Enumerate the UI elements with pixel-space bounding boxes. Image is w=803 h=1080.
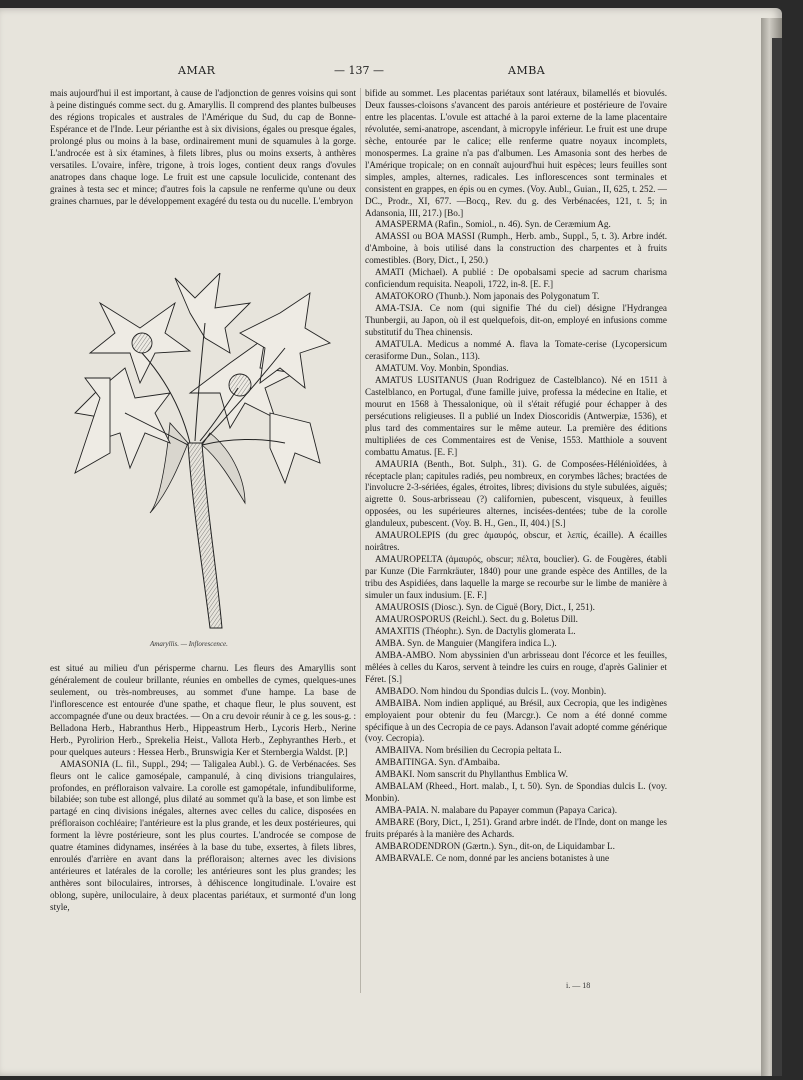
paragraph: bifide au sommet. Les placentas pariétaux sont latéraux, bilamellés et biovulés. Deux fausses-cloisons s'avancent des parois antérieure et postérieure de l'ovaire entre les placentas. L'ovule est attaché à la paroi externe de la lame placentaire révolutée, semi-anatrope, ascendant, à micropyle inférieur. Le fruit est une drupe sèche, entourée par le calice; elle renferme quatre noyaux incomplets, monospermes. La graine n'a pas d'albumen. Les Amasonia sont des herbes de l'Amérique tropicale; on en connaît aujourd'hui huit espèces; leurs feuilles sont simples, amples, alternes, radicales. Les inflorescences sont terminales et consistent en grappes, en épis ou en cymes. (Voy. Aubl., Guian., II, 625, t. 252. —DC., Prodr., XI, 677. —Bocq., Rev. du g. des Verbénacées, 121, t. 5; in Adansonia, III, 217.) [Bo.] — [365, 88, 667, 218]
entry: AMAUROPELTA (ἀμαυρός, obscur; πέλτα, bouclier). G. de Fougères, établi par Kunze (Die Farrnkräuter, 1840) pour une grande espèce des Antilles, de la tribu des Aspidiées, dans laquelle la marge se recourbe sur le limbe de manière à simuler un faux indusium. [E. F.] — [365, 554, 667, 601]
entry: AMATUS LUSITANUS (Juan Rodriguez de Castelblanco). Né en 1511 à Castelblanco, en Portugal, d'une famille juive, professa la médecine en Italie, et mourut en 1568 à Thessalonique, où il s'était réfugié pour échapper à des persécutions religieuses. Il a publié un Index Dioscoridis (Antwerpiæ, 1536), et plus tard des commentaires sur le même auteur. La première des éditions multipliées de ces Commentaires est de Venise, 1553. Matthiole a souvent combattu Amatus. [E. F.] — [365, 374, 667, 457]
book-page — [0, 8, 782, 1076]
entry: AMASSI ou BOA MASSI (Rumph., Herb. amb., Suppl., 5, t. 3). Arbre indét. d'Amboine, à bois utilisé dans la construction des charpentes et à fruits comestibles. (Bory, Dict., I, 250.) — [365, 231, 667, 266]
left-column-bottom — [50, 663, 356, 1003]
entry: AMBAIBA. Nom indien appliqué, au Brésil, aux Cecropia, que les indigènes employaient pour obtenir du feu (Marcgr.). Ce nom a été donné comme spécifique à un des Cecropia de ce pays. Adanson l'avait adopté comme générique (voy. Cecropia). — [365, 697, 667, 744]
entry-amasonia: AMASONIA (L. fil., Suppl., 294; — Taligalea Aubl.). G. de Verbénacées. Ses fleurs ont le calice gamosépale, campanulé, à cinq divisions triangulaires, profondes, en préfloraison valvaire. La corolle est gamopétale, infundibuliforme, bilabiée; son tube est allongé, plus dilaté au sommet qu'à la base, et son limbe est partagé en cinq divisions inégales, alternes avec celles du calice, disposées en préfloraison cochléaire; l'antérieure est la plus grande, et les deux postérieures, qui forment la lèvre postérieure, sont les plus courtes. L'androcée se compose de quatre étamines didynames, insérées à la base du tube, exsertes, à filets libres, enroulés d'arrière en avant dans la préfloraison; alternes avec les divisions antérieures et latérales de la corolle; les antérieures sont les plus grandes; les anthères sont biloculaires, introrses, à déhiscence longitudinale. L'ovaire est oblong, supère, uniloculaire, à deux placentas pariétaux, et surmonté d'un long style, — [50, 758, 356, 913]
column-rule — [360, 88, 361, 993]
entry: AMBARE (Bory, Dict., I, 251). Grand arbre indét. de l'Inde, dont on mange les fruits préparés à la manière des Achards. — [365, 817, 667, 840]
entry: AMATULA. Medicus a nommé A. flava la Tomate-cerise (Lycopersicum cerasiforme Dun., Solan., 113). — [365, 339, 667, 361]
entry: AMAUROSPORUS (Reichl.). Sect. du g. Boletus Dill. — [375, 613, 578, 624]
amaryllis-illustration — [70, 273, 340, 635]
entry: AMATOKORO (Thunb.). Nom japonais des Polygonatum T. — [375, 291, 600, 302]
entry: AMA-TSJA. Ce nom (qui signifie Thé du ciel) désigne l'Hydrangea Thunbergii, au Japon, où il est quelquefois, dit-on, employé en infusions comme substitutif du Thea chinensis. — [365, 303, 667, 338]
entry: AMBARODENDRON (Gærtn.). Syn., dit-on, de Liquidambar L. — [375, 841, 615, 852]
entry: AMBAKI. Nom sanscrit du Phyllanthus Emblica W. — [375, 769, 568, 780]
entry: AMATUM. Voy. Monbin, Spondias. — [375, 362, 509, 373]
right-column — [365, 88, 667, 993]
running-header — [48, 64, 678, 80]
entry: AMBARVALE. Ce nom, donné par les anciens botanistes à une — [375, 853, 610, 863]
entry: AMATI (Michael). A publié : De opobalsami specie ad sacrum charisma conficiendum requisita. Neapoli, 1722, in-8. [E. F.] — [365, 267, 667, 290]
entry: AMBADO. Nom hindou du Spondias dulcis L. (voy. Monbin). — [375, 685, 607, 696]
entry: AMBAIIVA. Nom brésilien du Cecropia peltata L. — [375, 745, 562, 756]
header-right: AMBA — [508, 64, 546, 77]
entry: AMBAITINGA. Syn. d'Ambaiba. — [375, 757, 500, 768]
entry: AMAXITIS (Théophr.). Syn. de Dactylis glomerata L. — [375, 625, 576, 636]
figure-caption: Amaryllis. — Inflorescence. — [150, 640, 228, 648]
signature-mark: i. — 18 — [566, 981, 591, 990]
entry: AMBA-AMBO. Nom abyssinien d'un arbrisseau dont l'écorce et les feuilles, mêlées à celles du Karos, servent à teindre les cuirs en rouge, d'après Galinier et Féret. [S.] — [365, 649, 667, 684]
page-number: — 137 — — [334, 64, 384, 77]
entry: AMBA-PAIA. N. malabare du Papayer commun (Papaya Carica). — [375, 805, 618, 816]
paragraph: mais aujourd'hui il est important, à cause de l'adjonction de genres voisins qui sont à peine distingués comme sect. du g. Amaryllis. Il comprend des plantes bulbeuses des régions tropicales et australes de l'Amérique du Sud, du cap de Bonne-Espérance et de l'Inde. Leur périanthe est à six divisions, égales ou presque égales, prolongé plus ou moins à la base, ordinairement muni de squamules à la gorge. L'androcée est à six étamines, à filets libres, plus ou moins exserts, à anthères versatiles. L'ovaire, infère, trigone, à trois loges, contient deux rangs d'ovules anatropes dans chaque loge. Le fruit est une capsule loculicide, contenant des graines à testa sec et mince; d'autres fois la capsule ne renferme qu'une ou deux graines charnues, par le développement exagéré du testa ou du nucelle. L'embryon — [50, 88, 356, 206]
entry: AMBALAM (Rheed., Hort. malab., I, t. 50). Syn. de Spondias dulcis L. (voy. Monbin). — [365, 781, 667, 804]
entry: AMAUROLEPIS (du grec ἀμαυρός, obscur, et λεπίς, écaille). A écailles noirâtres. — [365, 530, 667, 553]
book-spine-shadow — [772, 38, 782, 1076]
paragraph: est situé au milieu d'un périsperme charnu. Les fleurs des Amaryllis sont généralement de couleur brillante, réunies en ombelles de cymes, quelques-unes seulement, ou très-nombreuses, au sommet d'une hampe. La base de l'inflorescence est entourée d'une spathe, et chaque fleur, le plus souvent, est accompagnée d'une ou deux bractées. — On a cru devoir réunir à ce g. les sous-g. : Belladona Herb., Habranthus Herb., Hippeastrum Herb., Lycoris Herb., Nerine Herb., Pyrolirion Herb., Sprekelia Heist., Vallota Herb., Zephyranthes Herb., et pour quelques auteurs : Hessea Herb., Brunswigia Ker et Sternbergia Waldst. [P.] — [50, 663, 356, 757]
entry: AMBA. Syn. de Manguier (Mangifera indica L.). — [375, 637, 557, 648]
entry: AMASPERMA (Rafin., Somiol., n. 46). Syn. de Ceræmium Ag. — [375, 219, 611, 230]
left-column-top — [50, 88, 356, 278]
entry: AMAUROSIS (Diosc.). Syn. de Ciguë (Bory, Dict., I, 251). — [375, 601, 595, 612]
entry: AMAURIA (Benth., Bot. Sulph., 31). G. de Composées-Hélénioïdées, à réceptacle plan; capitules radiés, peu nombreux, en corymbes lâches; bractées de l'involucre 2-3-sériées, égales, étroites, libres; divisions du style subulées, aiguës; aigrette 0. Sous-arbrisseau (?) californien, pubescent, visqueux, à feuilles opposées, ou les supérieures alternes, incisées-dentées; tube de la corolle glanduleux, pubescent. (Voy. B. H., Gen., II, 404.) [S.] — [365, 458, 667, 529]
header-left: AMAR — [178, 64, 216, 77]
